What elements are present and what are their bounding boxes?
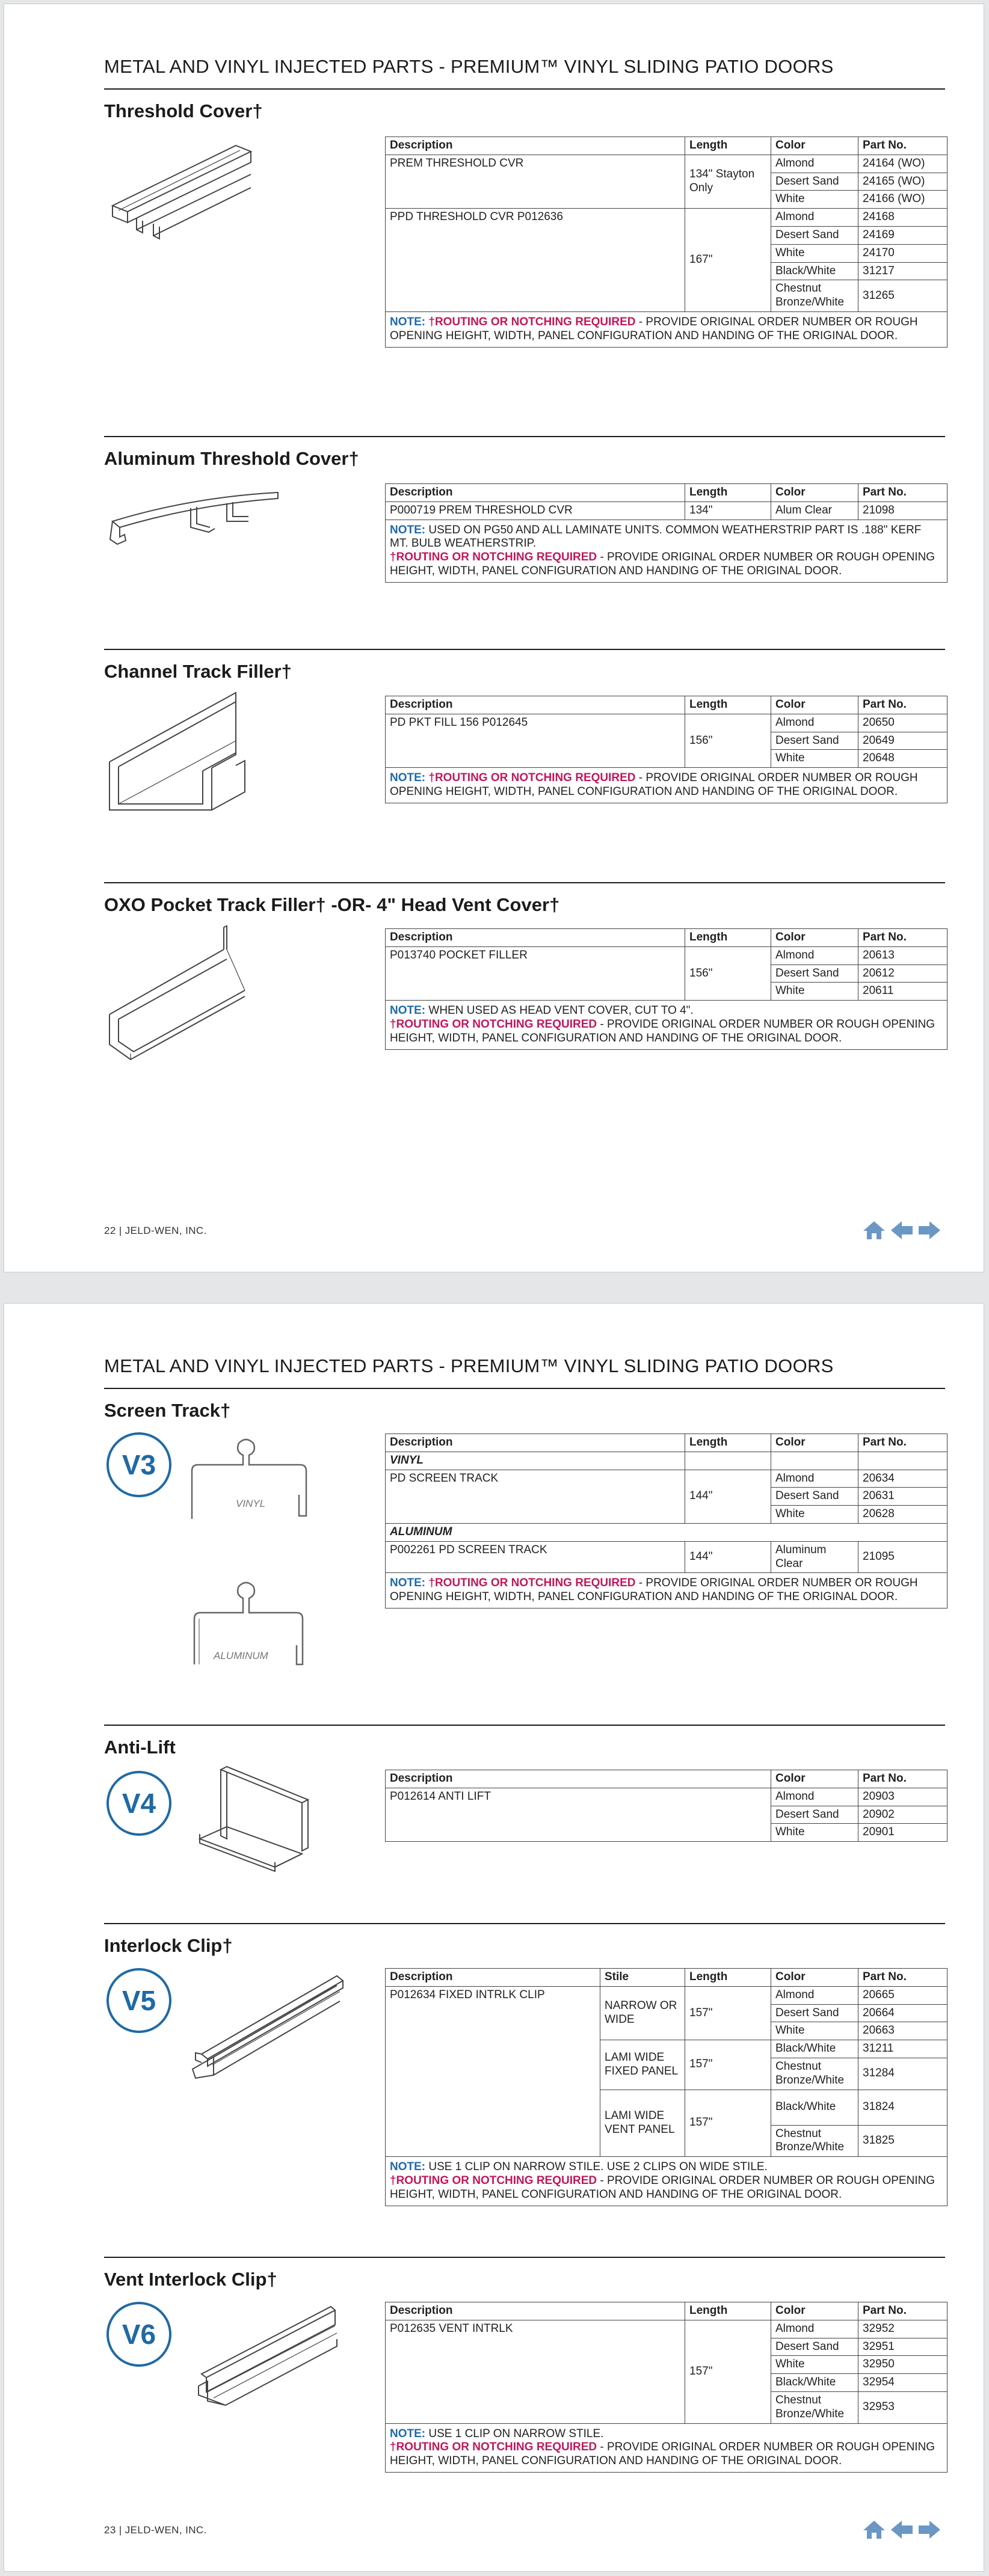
note-label: NOTE: bbox=[390, 771, 426, 785]
section-title-screen-track: Screen Track† bbox=[104, 1400, 231, 1421]
cell-description: PD PKT FILL 156 P012645 bbox=[386, 714, 685, 767]
col-header-color: Color bbox=[771, 1770, 858, 1788]
cell-part-no: 20649 bbox=[858, 732, 947, 750]
cell-color: Chestnut Bronze/White bbox=[771, 2125, 858, 2157]
cell-part-no: 20631 bbox=[858, 1488, 947, 1506]
cell-part-no: 32952 bbox=[858, 2320, 947, 2338]
section-title-interlock-clip: Interlock Clip† bbox=[104, 1935, 233, 1956]
cell-description: P012635 VENT INTRLK bbox=[386, 2320, 685, 2423]
interlock-clip-table bbox=[385, 1968, 947, 2206]
cell-part-no: 21095 bbox=[858, 1541, 947, 1573]
arrow-left-icon[interactable] bbox=[890, 2519, 914, 2543]
cell-color: Desert Sand bbox=[771, 2004, 858, 2022]
table-row bbox=[386, 2320, 947, 2338]
note-label: NOTE: bbox=[390, 523, 426, 536]
note-text: - PROVIDE ORIGINAL ORDER NUMBER OR ROUGH OPENING HEIGHT, WIDTH, PANEL CONFIGURATION AND HANDING OF THE ORIGINAL DOOR. bbox=[390, 551, 935, 577]
page-title: METAL AND VINYL INJECTED PARTS - PREMIUM™ VINYL SLIDING PATIO DOORS bbox=[104, 56, 834, 77]
cell-part-no: 32953 bbox=[858, 2391, 947, 2423]
note-label: NOTE: bbox=[390, 2427, 426, 2440]
col-header-part-no: Part No. bbox=[858, 137, 947, 155]
catalog-page-22 bbox=[4, 4, 984, 1272]
table-note bbox=[386, 2423, 947, 2472]
col-header-color: Color bbox=[771, 137, 858, 155]
cell-length: 157" bbox=[685, 2040, 771, 2090]
cell-part-no: 24169 bbox=[858, 226, 947, 244]
col-header-part-no: Part No. bbox=[858, 1770, 947, 1788]
page-title: METAL AND VINYL INJECTED PARTS - PREMIUM™ VINYL SLIDING PATIO DOORS bbox=[104, 1355, 834, 1376]
cell-part-no: 20634 bbox=[858, 1470, 947, 1488]
routing-warning: †ROUTING OR NOTCHING REQUIRED bbox=[428, 315, 636, 328]
cell-color: Black/White bbox=[771, 2040, 858, 2058]
table-note bbox=[386, 1573, 947, 1608]
cell-part-no: 20648 bbox=[858, 750, 947, 768]
col-header-length: Length bbox=[685, 929, 771, 947]
cell-length: 157" bbox=[685, 2320, 771, 2423]
cell-color: Black/White bbox=[771, 2374, 858, 2392]
aluminum-threshold-cover-illustration bbox=[106, 485, 281, 551]
cell-color: Almond bbox=[771, 946, 858, 964]
cell-length: 156" bbox=[685, 714, 771, 767]
cell-part-no: 32954 bbox=[858, 2374, 947, 2392]
cell-color: Desert Sand bbox=[771, 1488, 858, 1506]
cell-color: White bbox=[771, 750, 858, 768]
col-header-color: Color bbox=[771, 484, 858, 502]
col-header-description: Description bbox=[386, 696, 685, 714]
threshold-cover-illustration bbox=[106, 140, 257, 248]
col-header-length: Length bbox=[685, 137, 771, 155]
col-header-description: Description bbox=[386, 1969, 600, 1987]
table-row bbox=[386, 1470, 947, 1488]
vent-interlock-clip-table bbox=[385, 2302, 947, 2473]
table-note bbox=[386, 311, 947, 347]
col-header-part-no: Part No. bbox=[858, 696, 947, 714]
table-row bbox=[386, 501, 947, 520]
table-note bbox=[386, 520, 947, 582]
cell-color: Desert Sand bbox=[771, 173, 858, 191]
table-row bbox=[386, 1788, 947, 1806]
section-title-threshold-cover: Threshold Cover† bbox=[104, 100, 263, 121]
aluminum-label: ALUMINUM bbox=[214, 1650, 268, 1661]
table-row bbox=[386, 155, 947, 173]
catalog-page-23 bbox=[4, 1303, 984, 2572]
cell-part-no: 32951 bbox=[858, 2338, 947, 2356]
home-icon[interactable] bbox=[862, 1220, 886, 1244]
cell-part-no: 20612 bbox=[858, 964, 947, 983]
note-text: USED ON PG50 AND ALL LAMINATE UNITS. COMMON WEATHERSTRIP PART IS .188" KERF MT. BULB WEATHERSTRIP. bbox=[390, 523, 922, 550]
cell-color: Desert Sand bbox=[771, 964, 858, 983]
divider bbox=[104, 1923, 945, 1924]
oxo-pocket-track-filler-illustration bbox=[106, 924, 251, 1069]
col-header-length: Length bbox=[685, 2302, 771, 2320]
table-row bbox=[386, 946, 947, 964]
channel-track-filler-table bbox=[385, 696, 947, 803]
cell-part-no: 24168 bbox=[858, 209, 947, 227]
routing-warning: †ROUTING OR NOTCHING REQUIRED bbox=[390, 2441, 597, 2454]
part-badge-v6: V6 bbox=[106, 2302, 171, 2367]
subheader-aluminum: ALUMINUM bbox=[386, 1523, 947, 1541]
col-header-color: Color bbox=[771, 2302, 858, 2320]
note-label: NOTE: bbox=[390, 2160, 426, 2174]
cell-length: 134" bbox=[685, 501, 771, 520]
cell-stile: LAMI WIDE FIXED PANEL bbox=[600, 2040, 685, 2090]
note-text: - PROVIDE ORIGINAL ORDER NUMBER OR ROUGH OPENING HEIGHT, WIDTH, PANEL CONFIGURATION AND HANDING OF THE ORIGINAL DOOR. bbox=[390, 1577, 918, 1604]
cell-length: 156" bbox=[685, 946, 771, 1000]
cell-color: Desert Sand bbox=[771, 1806, 858, 1824]
col-header-description: Description bbox=[386, 929, 685, 947]
table-row bbox=[386, 209, 947, 227]
cell-color: Almond bbox=[771, 714, 858, 732]
table-note bbox=[386, 1001, 947, 1049]
vinyl-label: VINYL bbox=[236, 1498, 266, 1509]
note-label: NOTE: bbox=[390, 1004, 426, 1017]
cell-stile: LAMI WIDE VENT PANEL bbox=[600, 2090, 685, 2157]
col-header-length: Length bbox=[685, 696, 771, 714]
cell-color: White bbox=[771, 1824, 858, 1842]
cell-color: White bbox=[771, 191, 858, 209]
section-title-vent-interlock-clip: Vent Interlock Clip† bbox=[104, 2269, 277, 2290]
cell-length: 144" bbox=[685, 1470, 771, 1523]
arrow-right-icon[interactable] bbox=[917, 2519, 941, 2543]
cell-color: Aluminum Clear bbox=[771, 1541, 858, 1573]
cell-part-no: 24165 (WO) bbox=[858, 173, 947, 191]
home-icon[interactable] bbox=[862, 2519, 886, 2543]
page-footer: 22 | JELD-WEN, INC. bbox=[104, 1225, 207, 1236]
divider bbox=[104, 882, 945, 883]
note-text: WHEN USED AS HEAD VENT COVER, CUT TO 4". bbox=[425, 1004, 694, 1017]
divider bbox=[104, 1725, 945, 1726]
cell-part-no: 20903 bbox=[858, 1788, 947, 1806]
cell-color: Desert Sand bbox=[771, 226, 858, 244]
cell-part-no: 24164 (WO) bbox=[858, 155, 947, 173]
divider bbox=[104, 88, 945, 90]
col-header-length: Length bbox=[685, 1969, 771, 1987]
screen-track-table bbox=[385, 1434, 947, 1608]
routing-warning: †ROUTING OR NOTCHING REQUIRED bbox=[428, 771, 636, 785]
divider bbox=[104, 436, 945, 437]
cell-description: P002261 PD SCREEN TRACK bbox=[386, 1541, 685, 1573]
col-header-description: Description bbox=[386, 1770, 771, 1788]
oxo-pocket-track-filler-table bbox=[385, 928, 947, 1050]
page-nav bbox=[862, 1220, 941, 1244]
cell-color: Almond bbox=[771, 1986, 858, 2004]
table-row bbox=[386, 714, 947, 732]
divider bbox=[104, 649, 945, 650]
cell-part-no: 20902 bbox=[858, 1806, 947, 1824]
cell-color: White bbox=[771, 2022, 858, 2040]
vent-interlock-clip-illustration bbox=[196, 2302, 340, 2410]
cell-color: Black/White bbox=[771, 2090, 858, 2125]
cell-description: PD SCREEN TRACK bbox=[386, 1470, 685, 1523]
cell-description: P000719 PREM THRESHOLD CVR bbox=[386, 501, 685, 520]
col-header-description: Description bbox=[386, 2302, 685, 2320]
table-note bbox=[386, 768, 947, 803]
cell-color: White bbox=[771, 2356, 858, 2374]
divider bbox=[104, 2257, 945, 2258]
routing-warning: †ROUTING OR NOTCHING REQUIRED bbox=[390, 551, 597, 564]
routing-warning: †ROUTING OR NOTCHING REQUIRED bbox=[428, 1577, 636, 1590]
cell-length: 167" bbox=[685, 209, 771, 312]
section-title-anti-lift: Anti-Lift bbox=[104, 1737, 176, 1758]
cell-stile: NARROW OR WIDE bbox=[600, 1986, 685, 2040]
cell-part-no: 31825 bbox=[858, 2125, 947, 2157]
col-header-description: Description bbox=[386, 137, 685, 155]
interlock-clip-illustration bbox=[189, 1964, 346, 2084]
note-text: USE 1 CLIP ON NARROW STILE. USE 2 CLIPS ON WIDE STILE. bbox=[425, 2160, 768, 2174]
col-header-part-no: Part No. bbox=[858, 1969, 947, 1987]
cell-part-no: 31217 bbox=[858, 262, 947, 280]
cell-part-no: 31284 bbox=[858, 2058, 947, 2090]
cell-color: White bbox=[771, 1506, 858, 1524]
cell-color: White bbox=[771, 244, 858, 262]
routing-warning: †ROUTING OR NOTCHING REQUIRED bbox=[390, 1017, 597, 1031]
note-text: - PROVIDE ORIGINAL ORDER NUMBER OR ROUGH OPENING HEIGHT, WIDTH, PANEL CONFIGURATION AND HANDING OF THE ORIGINAL DOOR. bbox=[390, 315, 918, 342]
divider bbox=[104, 1388, 945, 1389]
cell-part-no: 24170 bbox=[858, 244, 947, 262]
cell-length: 157" bbox=[685, 1986, 771, 2040]
cell-length: 144" bbox=[685, 1541, 771, 1573]
part-badge-v4: V4 bbox=[106, 1771, 171, 1836]
note-text: - PROVIDE ORIGINAL ORDER NUMBER OR ROUGH OPENING HEIGHT, WIDTH, PANEL CONFIGURATION AND HANDING OF THE ORIGINAL DOOR. bbox=[390, 2441, 935, 2468]
col-header-part-no: Part No. bbox=[858, 2302, 947, 2320]
note-label: NOTE: bbox=[390, 1577, 426, 1590]
threshold-cover-table bbox=[385, 136, 947, 348]
cell-color: Chestnut Bronze/White bbox=[771, 2391, 858, 2423]
cell-part-no: 20663 bbox=[858, 2022, 947, 2040]
cell-description: PPD THRESHOLD CVR P012636 bbox=[386, 209, 685, 312]
cell-length: 157" bbox=[685, 2090, 771, 2157]
page-nav bbox=[862, 2519, 941, 2543]
cell-color: Almond bbox=[771, 209, 858, 227]
col-header-length: Length bbox=[685, 484, 771, 502]
section-title-oxo-pocket-track-filler: OXO Pocket Track Filler† -OR- 4" Head Vent Cover† bbox=[104, 894, 560, 915]
col-header-color: Color bbox=[771, 1434, 858, 1452]
anti-lift-table bbox=[385, 1770, 947, 1842]
cell-part-no: 20650 bbox=[858, 714, 947, 732]
cell-color: Almond bbox=[771, 1788, 858, 1806]
channel-track-filler-illustration bbox=[106, 690, 251, 822]
routing-warning: †ROUTING OR NOTCHING REQUIRED bbox=[390, 2174, 597, 2187]
note-text: - PROVIDE ORIGINAL ORDER NUMBER OR ROUGH OPENING HEIGHT, WIDTH, PANEL CONFIGURATION AND HANDING OF THE ORIGINAL DOOR. bbox=[390, 1017, 935, 1044]
cell-part-no: 20628 bbox=[858, 1506, 947, 1524]
table-row bbox=[386, 1986, 947, 2004]
cell-color: Desert Sand bbox=[771, 2338, 858, 2356]
cell-part-no: 31824 bbox=[858, 2090, 947, 2125]
col-header-description: Description bbox=[386, 1434, 685, 1452]
page-footer: 23 | JELD-WEN, INC. bbox=[104, 2524, 207, 2536]
cell-part-no: 24166 (WO) bbox=[858, 191, 947, 209]
cell-part-no: 20665 bbox=[858, 1986, 947, 2004]
cell-part-no: 20664 bbox=[858, 2004, 947, 2022]
table-note bbox=[386, 2157, 947, 2206]
aluminum-threshold-cover-table bbox=[385, 483, 947, 583]
col-header-color: Color bbox=[771, 929, 858, 947]
screen-track-vinyl-illustration bbox=[186, 1435, 318, 1525]
section-title-channel-track-filler: Channel Track Filler† bbox=[104, 661, 292, 682]
cell-description: P013740 POCKET FILLER bbox=[386, 946, 685, 1000]
subheader-vinyl: VINYL bbox=[386, 1452, 685, 1470]
col-header-length: Length bbox=[685, 1434, 771, 1452]
cell-part-no: 31265 bbox=[858, 280, 947, 312]
cell-part-no: 20611 bbox=[858, 983, 947, 1001]
cell-color: Alum Clear bbox=[771, 501, 858, 520]
note-text: - PROVIDE ORIGINAL ORDER NUMBER OR ROUGH OPENING HEIGHT, WIDTH, PANEL CONFIGURATION AND HANDING OF THE ORIGINAL DOOR. bbox=[390, 771, 918, 798]
anti-lift-illustration bbox=[197, 1764, 317, 1872]
table-row bbox=[386, 1541, 947, 1573]
cell-part-no: 31211 bbox=[858, 2040, 947, 2058]
col-header-part-no: Part No. bbox=[858, 929, 947, 947]
col-header-stile: Stile bbox=[600, 1969, 685, 1987]
col-header-part-no: Part No. bbox=[858, 1434, 947, 1452]
cell-color: Black/White bbox=[771, 262, 858, 280]
col-header-color: Color bbox=[771, 696, 858, 714]
cell-color: Chestnut Bronze/White bbox=[771, 2058, 858, 2090]
cell-part-no: 20901 bbox=[858, 1824, 947, 1842]
cell-part-no: 21098 bbox=[858, 501, 947, 520]
cell-description: P012614 ANTI LIFT bbox=[386, 1788, 771, 1841]
cell-description: P012634 FIXED INTRLK CLIP bbox=[386, 1986, 600, 2156]
cell-part-no: 32950 bbox=[858, 2356, 947, 2374]
cell-description: PREM THRESHOLD CVR bbox=[386, 155, 685, 208]
cell-part-no: 20613 bbox=[858, 946, 947, 964]
col-header-color: Color bbox=[771, 1969, 858, 1987]
cell-length: 134" Stayton Only bbox=[685, 155, 771, 208]
col-header-description: Description bbox=[386, 484, 685, 502]
note-label: NOTE: bbox=[390, 315, 426, 328]
cell-color: Almond bbox=[771, 1470, 858, 1488]
note-text: USE 1 CLIP ON NARROW STILE. bbox=[425, 2427, 604, 2440]
note-text: - PROVIDE ORIGINAL ORDER NUMBER OR ROUGH OPENING HEIGHT, WIDTH, PANEL CONFIGURATION AND HANDING OF THE ORIGINAL DOOR. bbox=[390, 2174, 935, 2201]
cell-color: Desert Sand bbox=[771, 732, 858, 750]
cell-color: Chestnut Bronze/White bbox=[771, 280, 858, 312]
arrow-right-icon[interactable] bbox=[917, 1220, 941, 1244]
part-badge-v5: V5 bbox=[106, 1968, 171, 2033]
cell-color: White bbox=[771, 983, 858, 1001]
col-header-part-no: Part No. bbox=[858, 484, 947, 502]
section-title-aluminum-threshold-cover: Aluminum Threshold Cover† bbox=[104, 448, 359, 469]
cell-color: Almond bbox=[771, 2320, 858, 2338]
arrow-left-icon[interactable] bbox=[890, 1220, 914, 1244]
part-badge-v3: V3 bbox=[106, 1432, 171, 1497]
cell-color: Almond bbox=[771, 155, 858, 173]
